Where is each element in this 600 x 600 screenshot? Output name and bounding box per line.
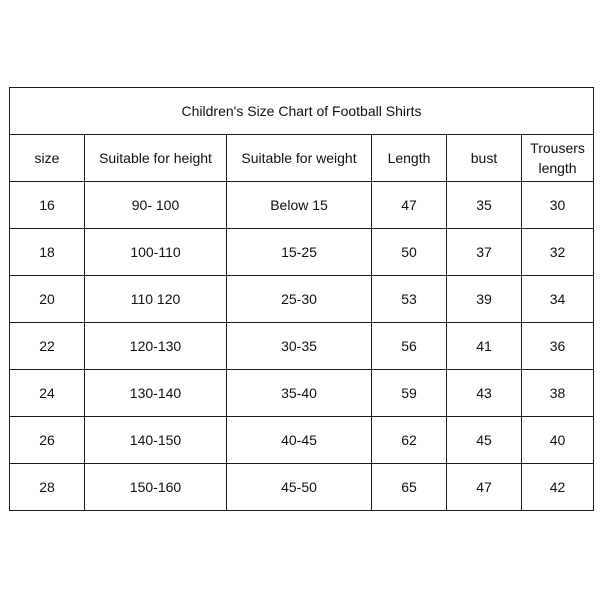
table-cell: 62 xyxy=(372,417,447,464)
column-header-trousers-length: Trousers length xyxy=(522,135,594,182)
table-cell: 24 xyxy=(10,370,85,417)
table-cell: 16 xyxy=(10,182,85,229)
table-cell: 50 xyxy=(372,229,447,276)
table-cell: 18 xyxy=(10,229,85,276)
column-header-size: size xyxy=(10,135,85,182)
table-row xyxy=(10,323,594,370)
table-cell: 35-40 xyxy=(227,370,372,417)
table-cell: 100-110 xyxy=(85,229,227,276)
table-cell: Below 15 xyxy=(227,182,372,229)
table-cell: 22 xyxy=(10,323,85,370)
table-cell: 59 xyxy=(372,370,447,417)
table-cell: 36 xyxy=(522,323,594,370)
column-header-height: Suitable for height xyxy=(85,135,227,182)
table-cell: 47 xyxy=(372,182,447,229)
table-cell: 65 xyxy=(372,464,447,511)
size-chart-table xyxy=(9,87,594,511)
table-cell: 41 xyxy=(447,323,522,370)
table-cell: 15-25 xyxy=(227,229,372,276)
table-cell: 43 xyxy=(447,370,522,417)
table-cell: 40 xyxy=(522,417,594,464)
column-header-weight: Suitable for weight xyxy=(227,135,372,182)
table-cell: 90- 100 xyxy=(85,182,227,229)
table-cell: 53 xyxy=(372,276,447,323)
table-cell: 38 xyxy=(522,370,594,417)
column-header-bust: bust xyxy=(447,135,522,182)
table-row xyxy=(10,229,594,276)
table-cell: 20 xyxy=(10,276,85,323)
table-cell: 25-30 xyxy=(227,276,372,323)
table-row xyxy=(10,464,594,511)
table-cell: 39 xyxy=(447,276,522,323)
table-cell: 140-150 xyxy=(85,417,227,464)
table-cell: 110 120 xyxy=(85,276,227,323)
table-cell: 32 xyxy=(522,229,594,276)
table-cell: 30 xyxy=(522,182,594,229)
table-cell: 34 xyxy=(522,276,594,323)
table-cell: 45-50 xyxy=(227,464,372,511)
table-cell: 47 xyxy=(447,464,522,511)
title-row xyxy=(10,88,594,135)
table-cell: 120-130 xyxy=(85,323,227,370)
table-row xyxy=(10,182,594,229)
table-cell: 35 xyxy=(447,182,522,229)
header-row xyxy=(10,135,594,182)
table-title: Children's Size Chart of Football Shirts xyxy=(10,88,594,135)
table-cell: 130-140 xyxy=(85,370,227,417)
table-cell: 30-35 xyxy=(227,323,372,370)
column-header-length: Length xyxy=(372,135,447,182)
table-cell: 37 xyxy=(447,229,522,276)
table-row xyxy=(10,370,594,417)
table-cell: 28 xyxy=(10,464,85,511)
table-row xyxy=(10,276,594,323)
table-cell: 26 xyxy=(10,417,85,464)
table-cell: 56 xyxy=(372,323,447,370)
table-cell: 45 xyxy=(447,417,522,464)
table-cell: 150-160 xyxy=(85,464,227,511)
table-row xyxy=(10,417,594,464)
table-cell: 42 xyxy=(522,464,594,511)
table-cell: 40-45 xyxy=(227,417,372,464)
